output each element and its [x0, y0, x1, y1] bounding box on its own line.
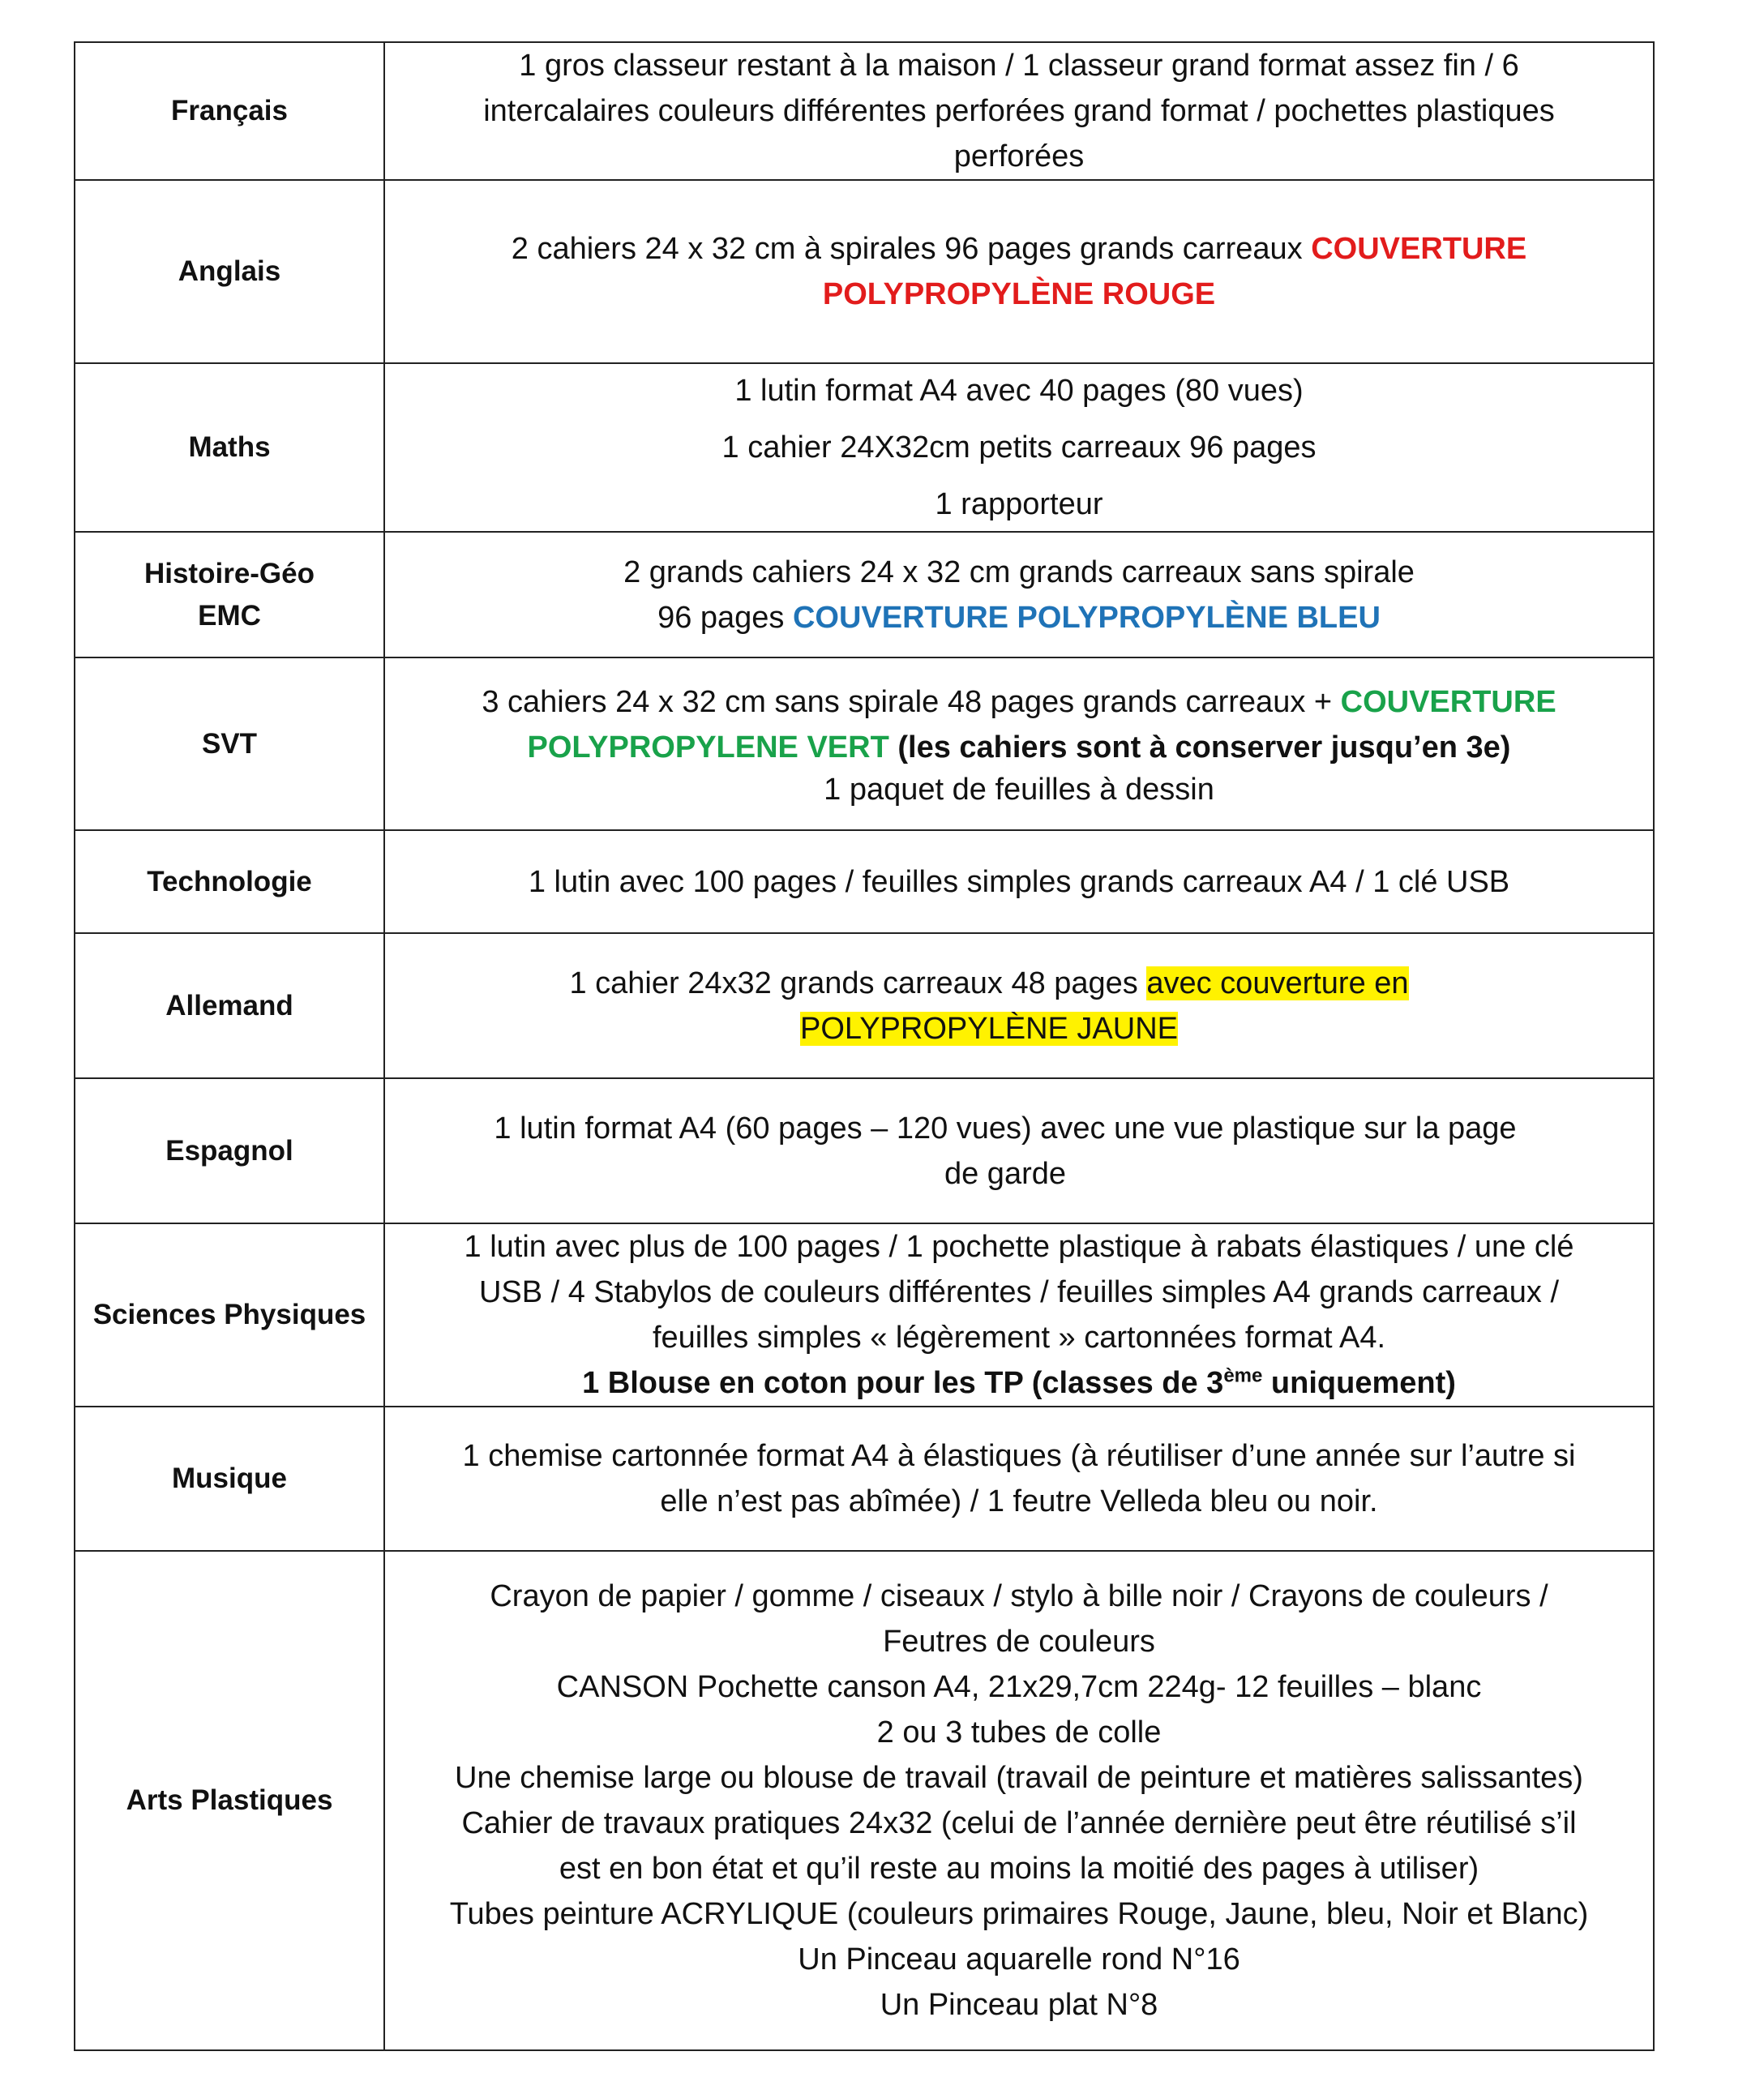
- items-cell: [384, 830, 1654, 933]
- subject-cell: Allemand: [75, 933, 384, 1078]
- table-row: [75, 1078, 1654, 1223]
- items-cell: [384, 180, 1654, 363]
- item-line: USB / 4 Stabylos de couleurs différentes / feuilles simples A4 grands carreaux /: [478, 1275, 1560, 1309]
- item-text: 2 cahiers 24 x 32 cm à spirales 96 pages grands carreaux: [511, 232, 1312, 266]
- item-line: perforées: [953, 139, 1085, 173]
- item-text: 1 Blouse en coton pour les TP (classes de 3: [582, 1366, 1224, 1400]
- item-line: [390, 595, 1648, 640]
- item-line: est en bon état et qu’il reste au moins la moitié des pages à utiliser): [559, 1852, 1479, 1886]
- item-line: 1 chemise cartonnée format A4 à élastiques (à réutiliser d’une année sur l’autre si: [462, 1439, 1576, 1473]
- table-row: [75, 830, 1654, 933]
- blue-cover-text: COUVERTURE POLYPROPYLÈNE BLEU: [792, 600, 1381, 635]
- item-line: Cahier de travaux pratiques 24x32 (celui de l’année dernière peut être réutilisé s’il: [461, 1806, 1577, 1840]
- red-cover-text: COUVERTURE: [1311, 232, 1527, 266]
- items-cell: [384, 1407, 1654, 1551]
- highlighted-text: POLYPROPYLÈNE JAUNE: [799, 1011, 1178, 1046]
- table-row: [75, 42, 1654, 180]
- item-line: Feutres de couleurs: [883, 1625, 1155, 1659]
- items-cell: [384, 933, 1654, 1078]
- item-line: 2 ou 3 tubes de colle: [876, 1715, 1162, 1750]
- subject-line: Histoire-Géo: [143, 557, 315, 589]
- item-line: [390, 226, 1648, 272]
- table-row: [75, 532, 1654, 657]
- item-line: 1 lutin avec 100 pages / feuilles simples grands carreaux A4 / 1 clé USB: [528, 864, 1510, 899]
- subject-cell: SVT: [75, 657, 384, 830]
- subject-cell: Français: [75, 42, 384, 180]
- highlighted-text: avec couverture en: [1146, 966, 1409, 1000]
- subject-cell: Musique: [75, 1407, 384, 1551]
- subject-cell: Technologie: [75, 830, 384, 933]
- item-line: elle n’est pas abîmée) / 1 feutre Velleda bleu ou noir.: [660, 1484, 1378, 1518]
- item-text: 3 cahiers 24 x 32 cm sans spirale 48 pages grands carreaux +: [482, 684, 1341, 719]
- item-line: 2 grands cahiers 24 x 32 cm grands carreaux sans spirale: [623, 555, 1415, 589]
- green-cover-text: COUVERTURE: [1340, 684, 1556, 719]
- item-line: Tubes peinture ACRYLIQUE (couleurs primaires Rouge, Jaune, bleu, Noir et Blanc): [449, 1897, 1589, 1931]
- green-cover-text: POLYPROPYLENE VERT: [527, 730, 889, 764]
- bold-note: (les cahiers sont à conserver jusqu’en 3e): [888, 730, 1511, 764]
- subject-cell: [75, 532, 384, 657]
- items-cell: [384, 1078, 1654, 1223]
- superscript: ème: [1223, 1364, 1263, 1387]
- item-line: Crayon de papier / gomme / ciseaux / stylo à bille noir / Crayons de couleurs /: [490, 1579, 1548, 1613]
- table-row: [75, 180, 1654, 363]
- item-line: [390, 961, 1588, 1006]
- item-line: 1 rapporteur: [935, 487, 1103, 521]
- items-cell: [384, 363, 1654, 532]
- item-line: CANSON Pochette canson A4, 21x29,7cm 224g- 12 feuilles – blanc: [556, 1670, 1482, 1704]
- item-line: 1 lutin format A4 avec 40 pages (80 vues): [734, 374, 1304, 408]
- item-line: 1 gros classeur restant à la maison / 1 classeur grand format assez fin / 6: [519, 49, 1519, 83]
- subject-cell: Arts Plastiques: [75, 1551, 384, 2050]
- items-cell: [384, 1551, 1654, 2050]
- subject-cell: Espagnol: [75, 1078, 384, 1223]
- item-line: 1 paquet de feuilles à dessin: [824, 772, 1214, 807]
- item-line: de garde: [944, 1156, 1066, 1191]
- items-cell: [384, 657, 1654, 830]
- bold-item-line: [390, 1360, 1648, 1406]
- item-line: Un Pinceau plat N°8: [880, 1988, 1158, 2022]
- item-text: uniquement): [1262, 1366, 1456, 1400]
- table-row: [75, 1223, 1654, 1407]
- subject-cell: Maths: [75, 363, 384, 532]
- item-line: 1 cahier 24X32cm petits carreaux 96 pages: [721, 430, 1317, 465]
- subject-cell: Anglais: [75, 180, 384, 363]
- item-text: 96 pages: [657, 600, 793, 635]
- item-line: [390, 725, 1648, 770]
- item-line: [390, 1006, 1588, 1051]
- subject-cell: Sciences Physiques: [75, 1223, 384, 1407]
- red-cover-text: POLYPROPYLÈNE ROUGE: [822, 277, 1216, 311]
- table-row: [75, 1551, 1654, 2050]
- table-row: [75, 933, 1654, 1078]
- item-line: intercalaires couleurs différentes perforées grand format / pochettes plastiques: [483, 94, 1555, 128]
- items-cell: [384, 532, 1654, 657]
- items-cell: [384, 1223, 1654, 1407]
- item-line: feuilles simples « légèrement » cartonnées format A4.: [652, 1321, 1386, 1355]
- item-line: Une chemise large ou blouse de travail (travail de peinture et matières salissantes): [455, 1761, 1583, 1795]
- table-row: [75, 1407, 1654, 1551]
- items-cell: [384, 42, 1654, 180]
- table-row: [75, 363, 1654, 532]
- item-line: [390, 679, 1648, 725]
- item-text: 1 cahier 24x32 grands carreaux 48 pages: [569, 966, 1147, 1000]
- subject-line: EMC: [198, 599, 261, 632]
- item-line: Un Pinceau aquarelle rond N°16: [798, 1942, 1240, 1977]
- table-row: [75, 657, 1654, 830]
- item-line: 1 lutin format A4 (60 pages – 120 vues) avec une vue plastique sur la page: [494, 1111, 1517, 1146]
- supply-list-table: [74, 41, 1655, 2051]
- item-line: 1 lutin avec plus de 100 pages / 1 pochette plastique à rabats élastiques / une clé: [464, 1230, 1574, 1264]
